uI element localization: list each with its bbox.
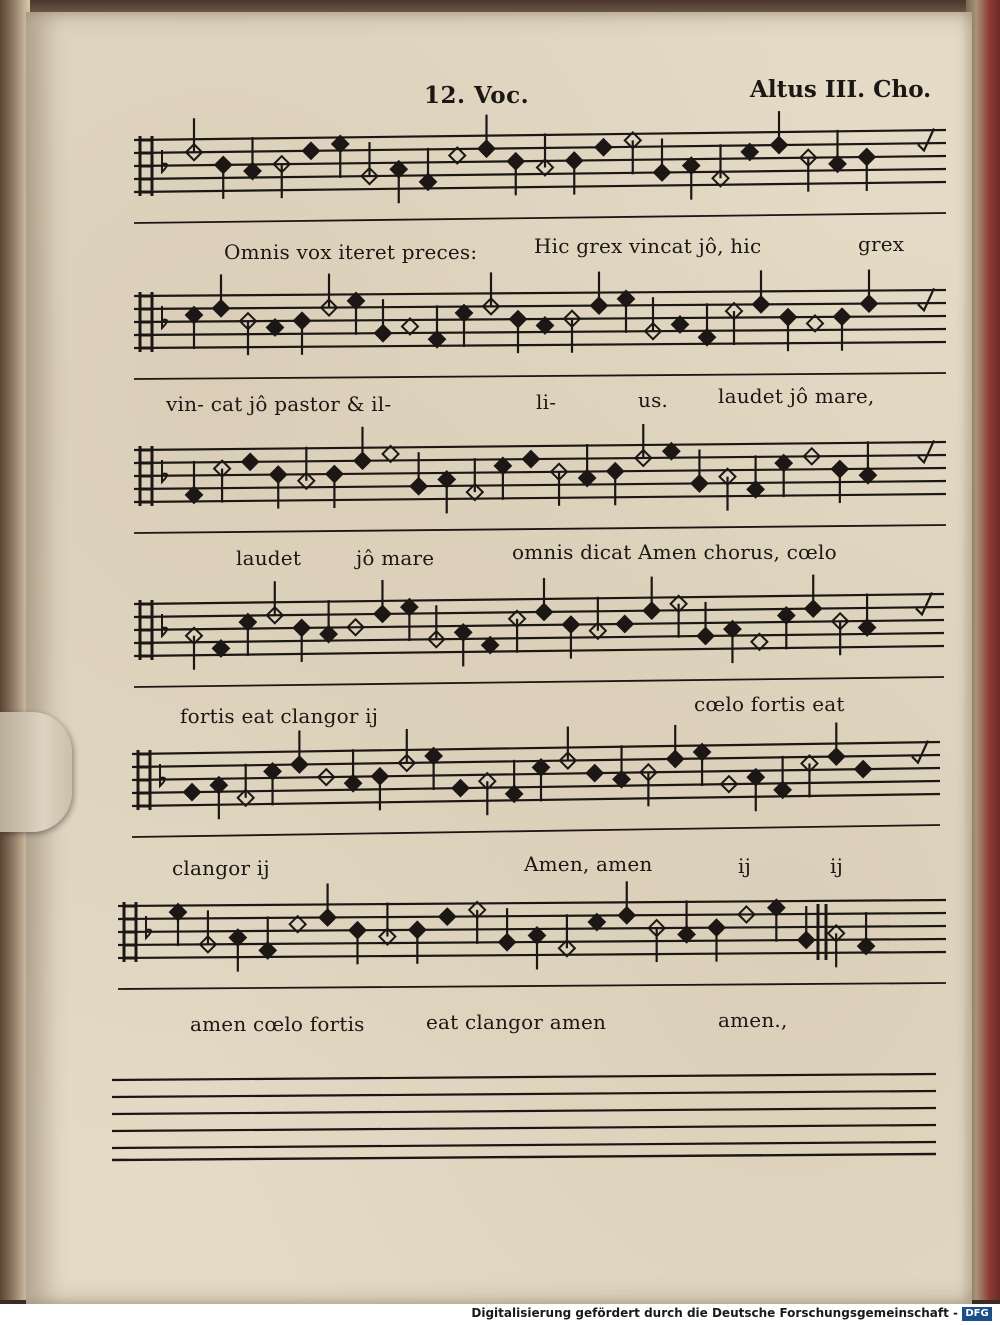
staff-line: [134, 442, 946, 450]
staff-line: [118, 913, 946, 919]
custos-mark: [918, 129, 934, 151]
empty-staff-line: [112, 1125, 936, 1131]
lyric-line: vin- cat jô pastor & il-: [166, 392, 392, 416]
note-head: [303, 143, 319, 159]
staff-line: [134, 594, 944, 604]
digitization-credit: Digitalisierung gefördert durch die Deutsche Forschungsgemeinschaft -: [471, 1306, 958, 1320]
lyric-line: omnis dicat Amen chorus, cœlo: [512, 540, 837, 564]
note-head: [184, 784, 200, 800]
note-head: [596, 139, 612, 155]
staff-line: [134, 182, 946, 192]
note-head: [242, 454, 258, 470]
lyric-line: laudet jô mare,: [718, 384, 875, 408]
custos-mark: [916, 593, 932, 615]
note-head: [439, 909, 455, 925]
lyric-line: amen cœlo fortis: [190, 1012, 365, 1036]
lyric-line: clangor ij: [172, 856, 270, 880]
staff-line: [134, 329, 946, 335]
staff-line: [134, 130, 946, 140]
empty-staff-line: [112, 1108, 936, 1114]
lyric-line: Amen, amen: [524, 852, 653, 876]
lyric-line: li-: [536, 390, 557, 414]
staff-line: [134, 468, 946, 476]
staff-line: [118, 952, 946, 958]
staff-rule: [118, 983, 946, 989]
staff-line: [132, 794, 940, 806]
staff-line: [134, 303, 946, 309]
staff-rule: [134, 677, 944, 687]
empty-staff-rule: [112, 1154, 936, 1160]
staff-line: [134, 290, 946, 296]
custos-mark: [918, 440, 934, 462]
note-head: [855, 761, 871, 777]
staff-line: [134, 342, 946, 348]
lyric-line: grex: [858, 232, 905, 256]
lyric-line: jô mare: [356, 546, 435, 570]
lyric-line: Hic grex vincat jô, hic: [534, 234, 762, 258]
part-name-heading: Altus III. Cho.: [750, 76, 932, 103]
note-head: [617, 616, 633, 632]
lyric-line: amen.,: [718, 1008, 788, 1032]
lyric-line: us.: [638, 388, 669, 412]
staff-line: [132, 742, 940, 754]
staff-line: [134, 646, 944, 656]
staff-rule: [134, 525, 946, 533]
staff-line: [132, 781, 940, 793]
custos-mark: [912, 741, 928, 763]
lyric-line: eat clangor amen: [426, 1010, 607, 1034]
staff-rule: [134, 373, 946, 379]
lyric-line: ij: [830, 854, 843, 878]
lyric-line: cœlo fortis eat: [694, 692, 845, 716]
lyric-line: Omnis vox iteret preces:: [224, 240, 478, 264]
staff-rule: [132, 825, 940, 837]
empty-staff-line: [112, 1142, 936, 1148]
note-head: [452, 780, 468, 796]
staff-line: [134, 633, 944, 643]
empty-staff-line: [112, 1091, 936, 1097]
note-head: [587, 765, 603, 781]
staff-line: [134, 494, 946, 502]
staff-line: [134, 143, 946, 153]
lyric-line: ij: [738, 854, 751, 878]
custos-mark: [918, 288, 934, 310]
staff-line: [118, 900, 946, 906]
note-head: [523, 451, 539, 467]
dfg-logo: DFG: [962, 1307, 992, 1321]
voice-count-heading: 12. Voc.: [424, 82, 530, 109]
lyric-line: fortis eat clangor ij: [180, 704, 379, 728]
staff-rule: [134, 213, 946, 223]
empty-staff-line: [112, 1074, 936, 1080]
staff-line: [134, 481, 946, 489]
lyric-line: laudet: [236, 546, 302, 570]
